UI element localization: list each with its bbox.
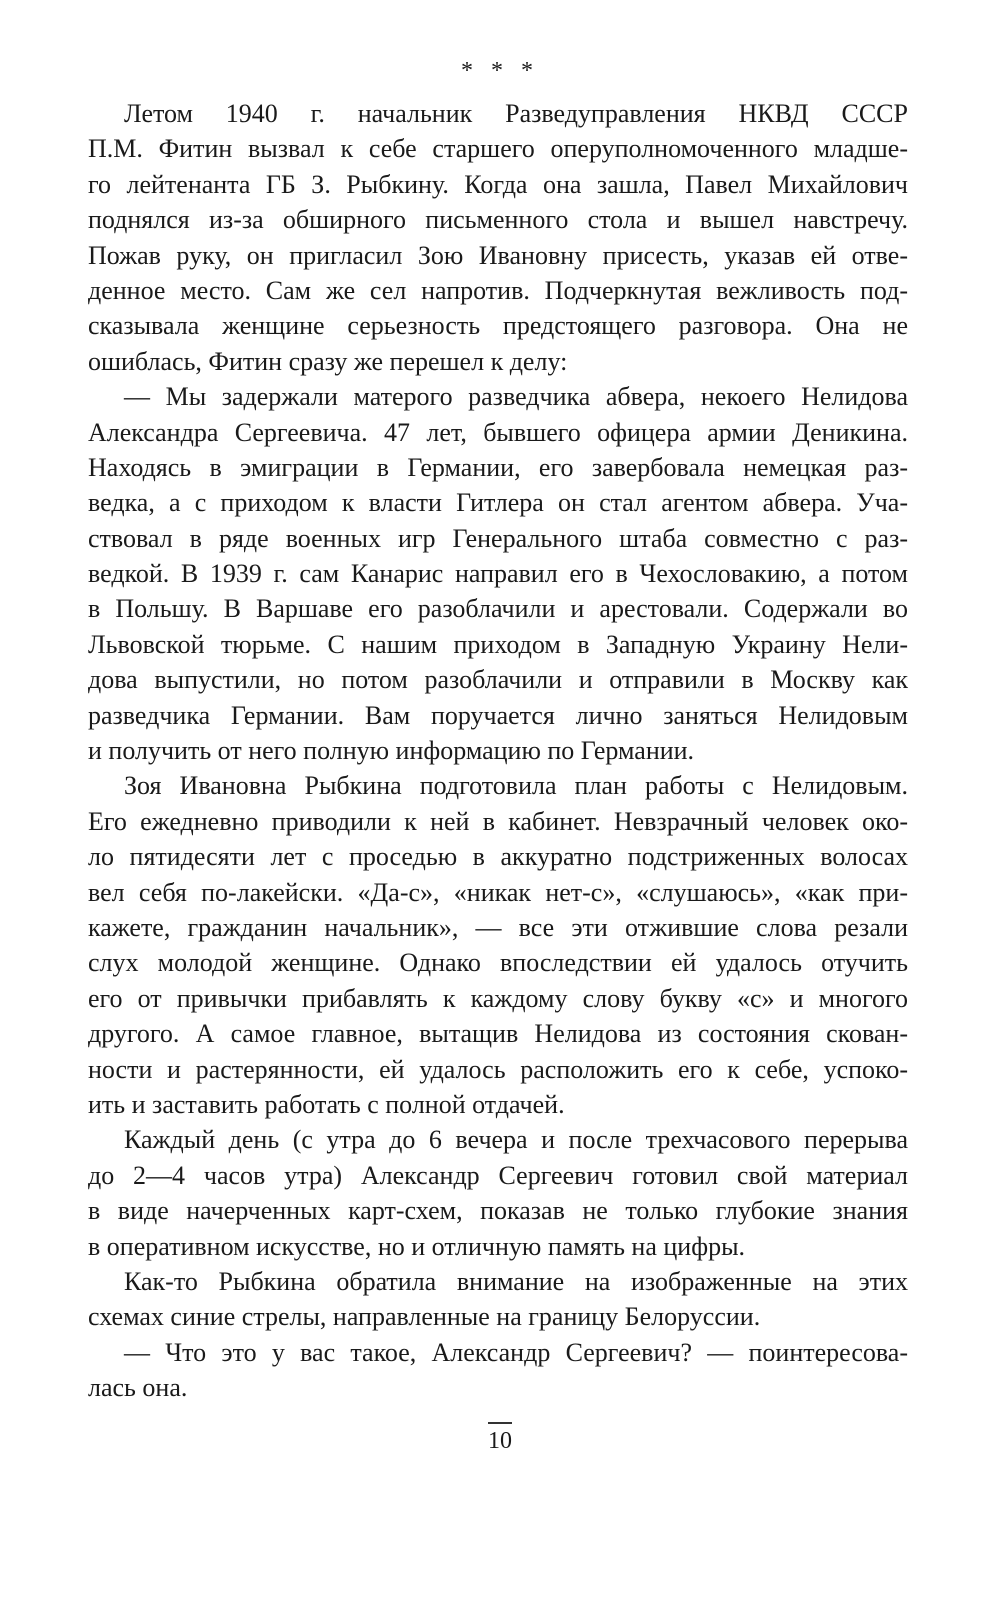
text-line: Его ежедневно приводили к ней в кабинет. Невзрачный человек око-: [88, 806, 908, 836]
text-line: ить и заставить работать с полной отдачей.: [88, 1089, 565, 1119]
text-line: в Польшу. В Варшаве его разоблачили и арестовали. Содержали во: [88, 594, 908, 624]
text-line: и получить от него полную информацию по Германии.: [88, 736, 695, 766]
text-line: ведка, а с приходом к власти Гитлера он стал агентом абвера. Уча-: [88, 488, 908, 518]
text-line: в виде начерченных карт-схем, показав не только глубокие знания: [88, 1196, 908, 1226]
text-line: схемах синие стрелы, направленные на границу Белоруссии.: [88, 1302, 761, 1332]
text-line: Пожав руку, он пригласил Зою Ивановну присесть, указав ей отве-: [88, 240, 908, 270]
section-separator: * * *: [461, 58, 539, 84]
text-line: слух молодой женщине. Однако впоследствии ей удалось отучить: [88, 948, 908, 978]
text-line: Александра Сергеевича. 47 лет, бывшего офицера армии Деникина.: [88, 417, 908, 447]
text-line: лась она.: [88, 1373, 188, 1403]
text-line: другого. А самое главное, вытащив Нелидова из состояния скован-: [88, 1019, 908, 1049]
text-line: Зоя Ивановна Рыбкина подготовила план работы с Нелидовым.: [124, 771, 908, 801]
page-number: 10: [488, 1428, 512, 1454]
text-line: П.М. Фитин вызвал к себе старшего оперуполномоченного младше-: [88, 134, 908, 164]
text-line: Львовской тюрьме. С нашим приходом в Западную Украину Нели-: [88, 629, 908, 659]
text-line: го лейтенанта ГБ З. Рыбкину. Когда она зашла, Павел Михайлович: [88, 169, 908, 199]
text-line: ствовал в ряде военных игр Генерального штаба совместно с раз-: [88, 523, 908, 553]
paragraph: [88, 768, 908, 1122]
text-line: его от привычки прибавлять к каждому слову букву «с» и многого: [88, 983, 908, 1013]
text-line: разведчика Германии. Вам поручается лично заняться Нелидовым: [88, 700, 908, 730]
text-line: Находясь в эмиграции в Германии, его завербовала немецкая раз-: [88, 452, 908, 482]
text-line: ошиблась, Фитин сразу же перешел к делу:: [88, 346, 568, 376]
text-line: дова выпустили, но потом разоблачили и отправили в Москву как: [88, 665, 908, 695]
paragraph: [88, 96, 908, 379]
paragraph: [88, 379, 908, 768]
paragraph: [88, 1335, 908, 1406]
text-line: денное место. Сам же сел напротив. Подчеркнутая вежливость под-: [88, 275, 908, 305]
body-text: [88, 96, 908, 1405]
text-line: сказывала женщине серьезность предстоящего разговора. Она не: [88, 311, 908, 341]
paragraph: [88, 1122, 908, 1264]
text-line: кажете, гражданин начальник», — все эти отжившие слова резали: [88, 912, 908, 942]
page-footer: [0, 1422, 1000, 1455]
text-line: Каждый день (с утра до 6 вечера и после трехчасового перерыва: [124, 1125, 908, 1155]
text-line: до 2—4 часов утра) Александр Сергеевич готовил свой материал: [88, 1160, 908, 1190]
text-line: — Мы задержали матерого разведчика абвера, некоего Нелидова: [124, 382, 908, 412]
text-line: ности и растерянности, ей удалось расположить его к себе, успоко-: [88, 1054, 908, 1084]
text-line: Как-то Рыбкина обратила внимание на изображенные на этих: [124, 1266, 908, 1296]
text-line: вел себя по-лакейски. «Да-с», «никак нет-с», «слушаюсь», «как при-: [88, 877, 908, 907]
page-number-rule: [488, 1422, 512, 1424]
text-line: поднялся из-за обширного письменного стола и вышел навстречу.: [88, 205, 908, 235]
text-line: ведкой. В 1939 г. сам Канарис направил его в Чехословакию, а потом: [88, 559, 908, 589]
text-line: в оперативном искусстве, но и отличную память на цифры.: [88, 1231, 746, 1261]
paragraph: [88, 1264, 908, 1335]
text-line: Летом 1940 г. начальник Разведуправления НКВД СССР: [124, 99, 908, 128]
text-line: ло пятидесяти лет с проседью в аккуратно подстриженных волосах: [88, 842, 908, 872]
text-line: — Что это у вас такое, Александр Сергеевич? — поинтересова-: [124, 1337, 908, 1367]
